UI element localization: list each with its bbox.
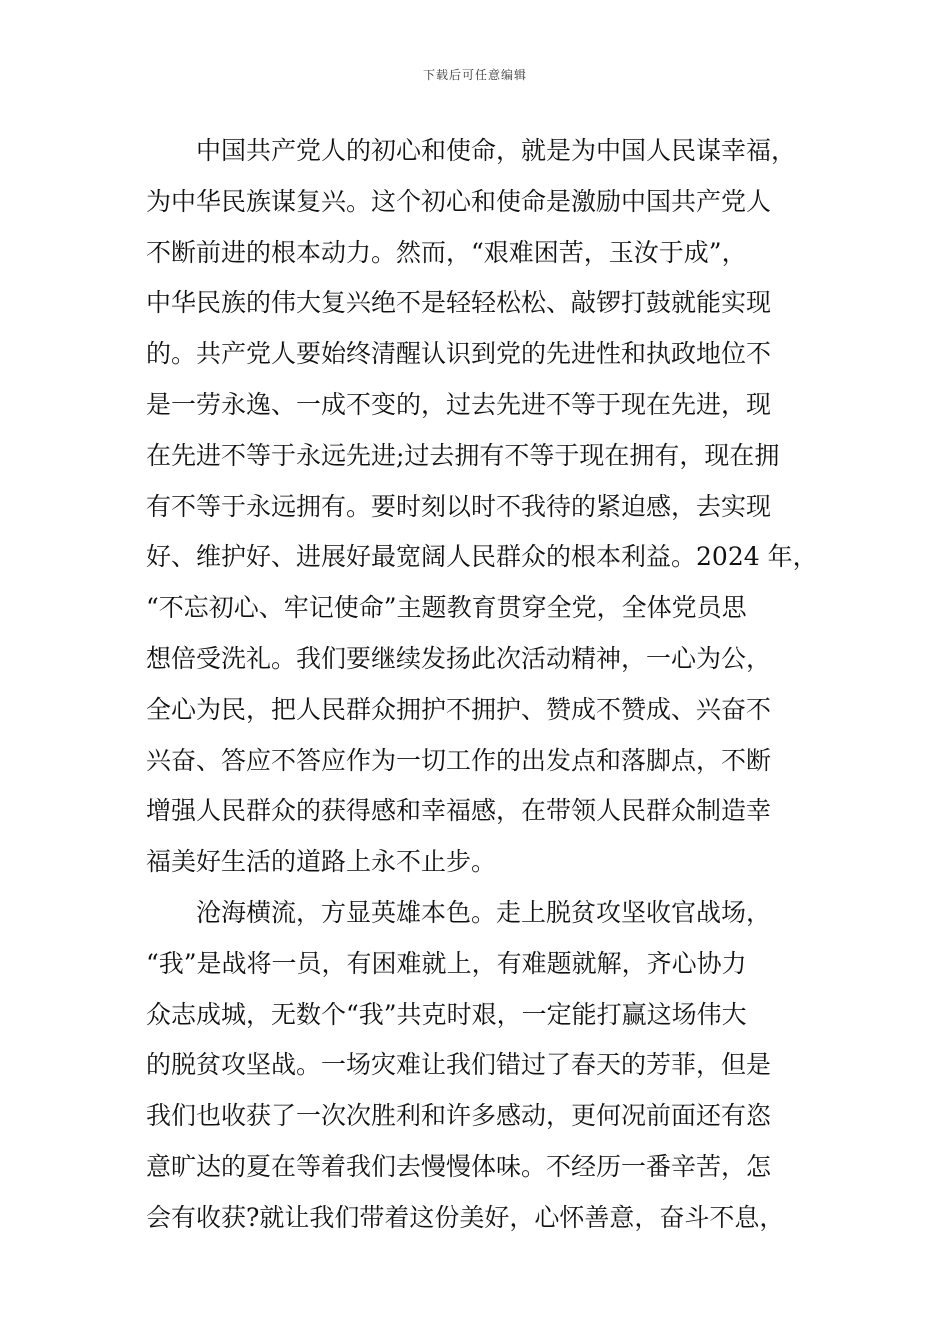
paragraph-line: 全心为民，把人民群众拥护不拥护、赞成不赞成、兴奋不: [146, 694, 772, 724]
paragraph-line: 的。共产党人要始终清醒认识到党的先进性和执政地位不: [146, 339, 772, 369]
paragraph-line: 想倍受洗礼。我们要继续发扬此次活动精神，一心为公，: [146, 643, 772, 673]
paragraph-line: 有不等于永远拥有。要时刻以时不我待的紧迫感，去实现: [146, 491, 772, 521]
paragraph-line: 不断前进的根本动力。然而，“艰难困苦，玉汝于成”，: [146, 237, 747, 267]
paragraph-line: 的脱贫攻坚战。一场灾难让我们错过了春天的芳菲，但是: [146, 1050, 772, 1080]
paragraph-line: “不忘初心、牢记使命”主题教育贯穿全党，全体党员思: [146, 593, 747, 623]
paragraph-line: 好、维护好、进展好最宽阔人民群众的根本利益。2024 年，: [146, 542, 818, 572]
paragraph-line: 我们也收获了一次次胜利和许多感动，更何况前面还有恣: [146, 1101, 772, 1131]
paragraph-line: 会有收获?就让我们带着这份美好，心怀善意，奋斗不息，: [146, 1202, 785, 1232]
page-header: 下载后可任意编辑: [422, 68, 527, 82]
paragraph-line: 中国共产党人的初心和使命，就是为中国人民谋幸福，: [196, 136, 797, 165]
paragraph-1: [146, 126, 818, 888]
paragraph-line: 为中华民族谋复兴。这个初心和使命是激励中国共产党人: [146, 186, 772, 216]
paragraph-line: 中华民族的伟大复兴绝不是轻轻松松、敲锣打鼓就能实现: [146, 288, 772, 318]
paragraph-line: 兴奋、答应不答应作为一切工作的出发点和落脚点，不断: [146, 745, 772, 775]
paragraph-line: “我”是战将一员，有困难就上，有难题就解，齐心协力: [146, 948, 747, 978]
paragraph-line: 沧海横流，方显英雄本色。走上脱贫攻坚收官战场，: [196, 897, 772, 927]
paragraph-2: [146, 888, 810, 1244]
paragraph-line: 众志成城，无数个“我”共克时艰，一定能打赢这场伟大: [146, 999, 747, 1029]
paragraph-line: 是一劳永逸、一成不变的，过去先进不等于现在先进，现: [146, 389, 772, 419]
document-body: [146, 126, 818, 1244]
paragraph-line: 福美好生活的道路上永不止步。: [146, 847, 497, 877]
paragraph-line: 意旷达的夏在等着我们去慢慢体味。不经历一番辛苦，怎: [146, 1151, 772, 1181]
paragraph-line: 在先进不等于永远先进;过去拥有不等于现在拥有，现在拥: [146, 440, 780, 470]
paragraph-line: 增强人民群众的获得感和幸福感，在带领人民群众制造幸: [146, 796, 772, 826]
